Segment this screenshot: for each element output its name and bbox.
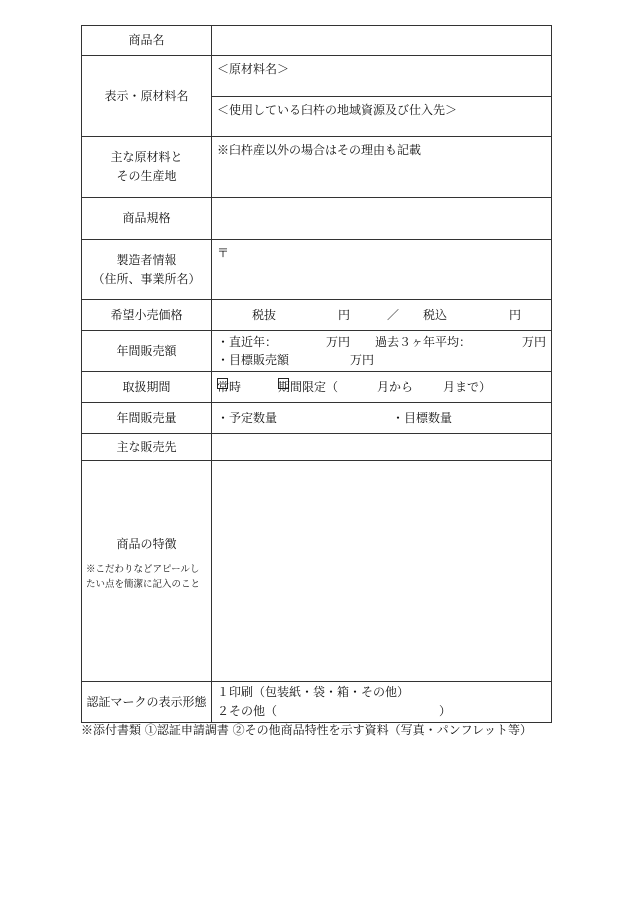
features-label-cell	[82, 461, 212, 682]
row-maker	[82, 240, 552, 300]
material-name-caption: ＜原材料名＞	[217, 62, 290, 76]
row-product-name	[82, 26, 552, 56]
to-month-label: 月まで）	[443, 379, 492, 394]
maker-label-line1: 製造者情報	[116, 252, 177, 267]
annual-sales-volume-label: 年間販売量	[82, 403, 212, 434]
row-spec	[82, 198, 552, 240]
maker-label-line2: （住所、事業所名）	[92, 271, 201, 286]
row-price	[82, 300, 552, 331]
product-name-field[interactable]	[212, 26, 552, 56]
price-separator: ／	[387, 307, 400, 322]
three-year-average-label: 過去３ヶ年平均：	[375, 335, 472, 349]
row-annual-sales-volume	[82, 403, 552, 434]
planned-quantity-label: ・予定数量	[217, 410, 278, 425]
price-label: 希望小売価格	[82, 300, 212, 331]
target-amount-label: ・目標販売額	[217, 353, 290, 367]
main-material-label	[82, 137, 212, 198]
handling-period-label: 取扱期間	[82, 372, 212, 403]
spec-field[interactable]	[212, 198, 552, 240]
target-quantity-label: ・目標数量	[392, 410, 453, 425]
limited-label: 期間限定（	[278, 379, 339, 394]
cert-mark-field[interactable]	[212, 682, 552, 723]
annual-sales-amount-label: 年間販売額	[82, 331, 212, 372]
handling-period-field	[212, 372, 552, 403]
features-label: 商品の特徴	[116, 536, 177, 551]
row-handling-period	[82, 372, 552, 403]
row-annual-sales-amount	[82, 331, 552, 372]
man-yen-unit-3: 万円	[350, 353, 375, 367]
product-name-label: 商品名	[82, 26, 212, 56]
maker-field[interactable]	[212, 240, 552, 300]
row-display-material	[82, 56, 552, 97]
local-resources-field[interactable]	[212, 97, 552, 137]
cert-option-other-open: ２その他（	[217, 704, 278, 718]
main-material-note: ※臼杵産以外の場合はその理由も記載	[217, 143, 422, 157]
man-yen-unit-2: 万円	[522, 335, 547, 349]
annual-sales-volume-field[interactable]	[212, 403, 552, 434]
main-material-label-line2: その生産地	[116, 169, 177, 183]
main-material-label-line1: 主な原材料と	[110, 150, 183, 164]
always-label: 常時	[217, 379, 242, 394]
features-field[interactable]	[212, 461, 552, 682]
yen-unit-1: 円	[338, 307, 351, 322]
from-month-label: 月から	[377, 379, 414, 394]
tax-excluded-label: 税抜	[252, 307, 277, 322]
cert-option-print: １印刷（包装紙・袋・箱・その他）	[217, 685, 410, 699]
row-features	[82, 461, 552, 682]
postal-mark: 〒	[217, 246, 230, 260]
features-note: ※こだわりなどアピールしたい点を簡潔に記入のこと	[86, 563, 201, 590]
spec-label: 商品規格	[82, 198, 212, 240]
display-material-label: 表示・原材料名	[82, 56, 212, 137]
material-name-field[interactable]	[212, 56, 552, 97]
maker-label	[82, 240, 212, 300]
row-main-buyers	[82, 434, 552, 461]
main-buyers-field[interactable]	[212, 434, 552, 461]
local-resources-caption: ＜使用している臼杵の地域資源及び仕入先＞	[217, 103, 458, 117]
cert-option-other-close: ）	[439, 704, 452, 718]
attachments-footnote: ※添付書類 ①認証申請調書 ②その他商品特性を示す資料（写真・パンフレット等）	[81, 723, 533, 737]
man-yen-unit-1: 万円	[326, 335, 351, 349]
certification-application-form	[81, 25, 552, 723]
main-material-field[interactable]	[212, 137, 552, 198]
row-main-material	[82, 137, 552, 198]
main-buyers-label: 主な販売先	[82, 434, 212, 461]
price-field[interactable]	[212, 300, 552, 331]
cert-mark-label: 認証マークの表示形態	[82, 682, 212, 723]
annual-sales-amount-field[interactable]	[212, 331, 552, 372]
recent-year-label: ・直近年：	[217, 335, 278, 349]
tax-included-label: 税込	[423, 307, 448, 322]
cert-option-other	[217, 702, 551, 721]
row-cert-mark	[82, 682, 552, 723]
yen-unit-2: 円	[509, 307, 522, 322]
